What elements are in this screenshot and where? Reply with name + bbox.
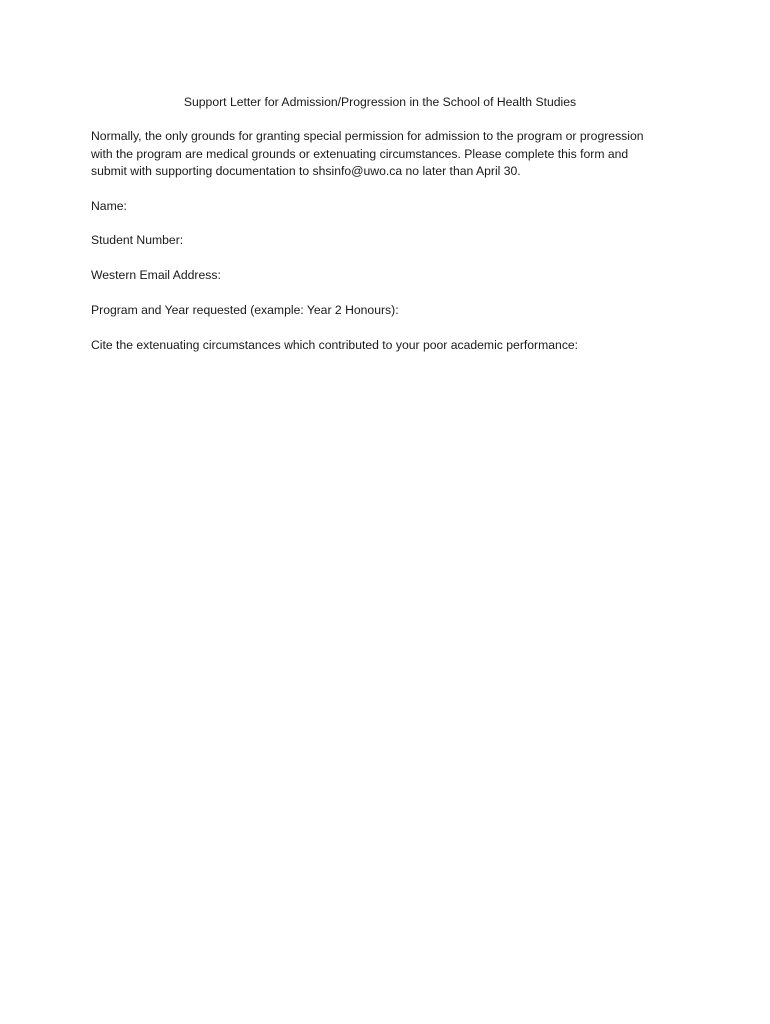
- email-field-label: Western Email Address:: [91, 268, 221, 282]
- circumstances-field-label: Cite the extenuating circumstances which contributed to your poor academic performance:: [91, 338, 579, 352]
- intro-line-1: Normally, the only grounds for granting special permission for admission to the program or progression: [91, 129, 644, 143]
- program-year-field-label: Program and Year requested (example: Year 2 Honours):: [91, 303, 399, 317]
- document-title: Support Letter for Admission/Progression in the School of Health Studies: [183, 95, 577, 109]
- name-field-label: Name:: [91, 199, 127, 213]
- intro-line-2: with the program are medical grounds or extenuating circumstances. Please complete this form and: [91, 146, 629, 161]
- intro-line-3: submit with supporting documentation to shsinfo@uwo.ca no later than April 30.: [91, 164, 521, 178]
- intro-paragraph: [91, 128, 691, 181]
- student-number-field-label: Student Number:: [91, 233, 184, 247]
